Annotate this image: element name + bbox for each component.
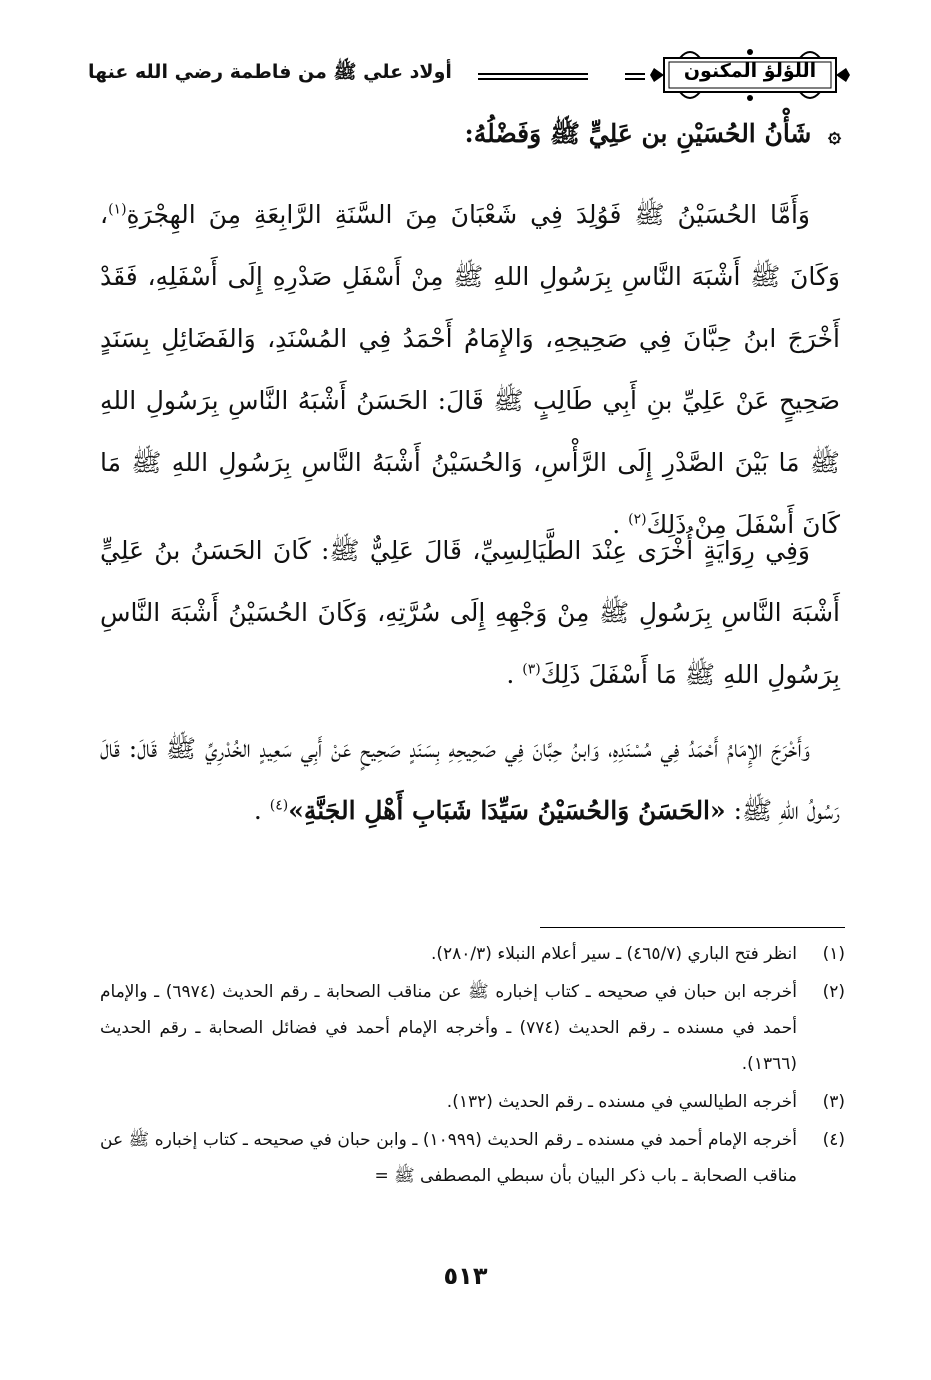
paragraph-text: وَأَخْرَجَ الإِمَامُ أَحْمَدُ فِي مُسْنَدِهِ، وَابنُ حِبَّانَ فِي صَحِيحِهِ بِسَنَدٍ صَحِيحٍ عَنْ أَبِي سَعِيدٍ الخُدْرِيِّ ﷺ قَالَ: قَالَ رَسُولُ اللهِ ﷺ:: [100, 734, 840, 825]
footnote-text: انظر فتح الباري (٤٦٥/٧) ـ سير أعلام النبلاء (٢٨٠/٣).: [430, 944, 797, 964]
paragraph-end: .: [506, 660, 523, 689]
hadith-quote: «الحَسَنُ وَالحُسَيْنُ سَيِّدَا شَبَابِ أَهْلِ الجَنَّةِ»: [288, 796, 726, 825]
paragraph-text: وَأَمَّا الحُسَيْنُ ﷺ فَوُلِدَ فِي شَعْبَانَ مِنَ السَّنَةِ الرَّابِعَةِ مِنَ الهِجْرَةِ: [126, 200, 810, 229]
footnote-separator: [540, 927, 845, 928]
footnotes: [100, 936, 845, 1196]
footnote-item: [100, 974, 845, 1082]
footnote-number: (١): [822, 944, 845, 964]
footnote-ref[interactable]: (٢): [628, 511, 647, 528]
footnote-ref[interactable]: (١): [108, 201, 127, 218]
flower-marker-icon: ۞: [828, 122, 841, 148]
footnote-number: (٣): [822, 1092, 845, 1112]
paragraph-text: ، وَكَانَ ﷺ أَشْبَهَ النَّاسِ بِرَسُولِ اللهِ ﷺ مِنْ أَسْفَلِ صَدْرِهِ إِلَى أَسْفَلِهِ، فَقَدْ أَخْرَجَ ابنُ حِبَّانَ فِي صَحِيحِهِ، وَالإِمَامُ أَحْمَدُ فِي المُسْنَدِ، وَالفَضَائِلِ بِسَنَدٍ صَحِيحٍ عَنْ عَلِيِّ بنِ أَبِي طَالِبٍ ﷺ قَالَ: الحَسَنُ أَشْبَهُ النَّاسِ بِرَسُولِ اللهِ ﷺ مَا بَيْنَ الصَّدْرِ إِلَى الرَّأْسِ، وَالحُسَيْنُ أَشْبَهُ النَّاسِ بِرَسُولِ اللهِ ﷺ مَا كَانَ أَسْفَلَ مِنْ ذَلِكَ: [100, 200, 840, 539]
footnote-item: [100, 1084, 845, 1120]
paragraph: [100, 718, 840, 842]
chapter-title: أولاد علي ﷺ من فاطمة رضي الله عنها: [88, 61, 452, 83]
footnote-text: أخرجه ابن حبان في صحيحه ـ كتاب إخباره ﷺ عن مناقب الصحابة ـ رقم الحديث (٦٩٧٤) ـ والإمام أحمد في مسنده ـ رقم الحديث (٧٧٤) ـ وأخرجه الإمام أحمد في فضائل الصحابة ـ رقم الحديث (١٣٦٦).: [100, 982, 798, 1074]
paragraph-text: وَفِي رِوَايَةٍ أُخْرَى عِنْدَ الطَّيَالِسِيِّ، قَالَ عَلِيٌّ ﷺ: كَانَ الحَسَنُ بنُ عَلِيٍّ أَشْبَهَ النَّاسِ بِرَسُولِ ﷺ مِنْ وَجْهِهِ إِلَى سُرَّتِهِ، وَكَانَ الحُسَيْنُ أَشْبَهَ النَّاسِ بِرَسُولِ اللهِ ﷺ مَا أَسْفَلَ ذَلِكَ: [100, 536, 840, 689]
paragraph-end: .: [612, 510, 629, 539]
footnote-number: (٢): [822, 982, 845, 1002]
paragraph: [100, 184, 840, 556]
footnote-text: أخرجه الإمام أحمد في مسنده ـ رقم الحديث (١٠٩٩٩) ـ وابن حبان في صحيحه ـ كتاب إخباره ﷺ عن مناقب الصحابة ـ باب ذكر البيان بأن سبطي المصطفى ﷺ =: [100, 1130, 797, 1186]
footnote-ref[interactable]: (٤): [269, 797, 289, 814]
page-number: ٥١٣: [443, 1262, 488, 1290]
section-heading: [100, 118, 841, 155]
footnote-item: [100, 936, 845, 972]
section-heading-text: شَأْنُ الحُسَيْنِ بن عَلِيٍّ ﷺ وَفَضْلُهُ:: [464, 119, 812, 148]
header-rule: [478, 73, 588, 80]
footnote-item: [100, 1122, 845, 1194]
footnote-ref[interactable]: (٣): [522, 661, 541, 678]
paragraph-end: .: [253, 796, 270, 825]
footnote-text: أخرجه الطيالسي في مسنده ـ رقم الحديث (١٣٢).: [446, 1092, 797, 1112]
book-title: اللؤلؤ المكنون: [683, 60, 817, 82]
running-header: [80, 44, 850, 108]
book-title-ornament: [650, 44, 850, 106]
footnote-number: (٤): [822, 1130, 845, 1150]
paragraph: [100, 520, 840, 706]
header-rule: [625, 73, 645, 80]
